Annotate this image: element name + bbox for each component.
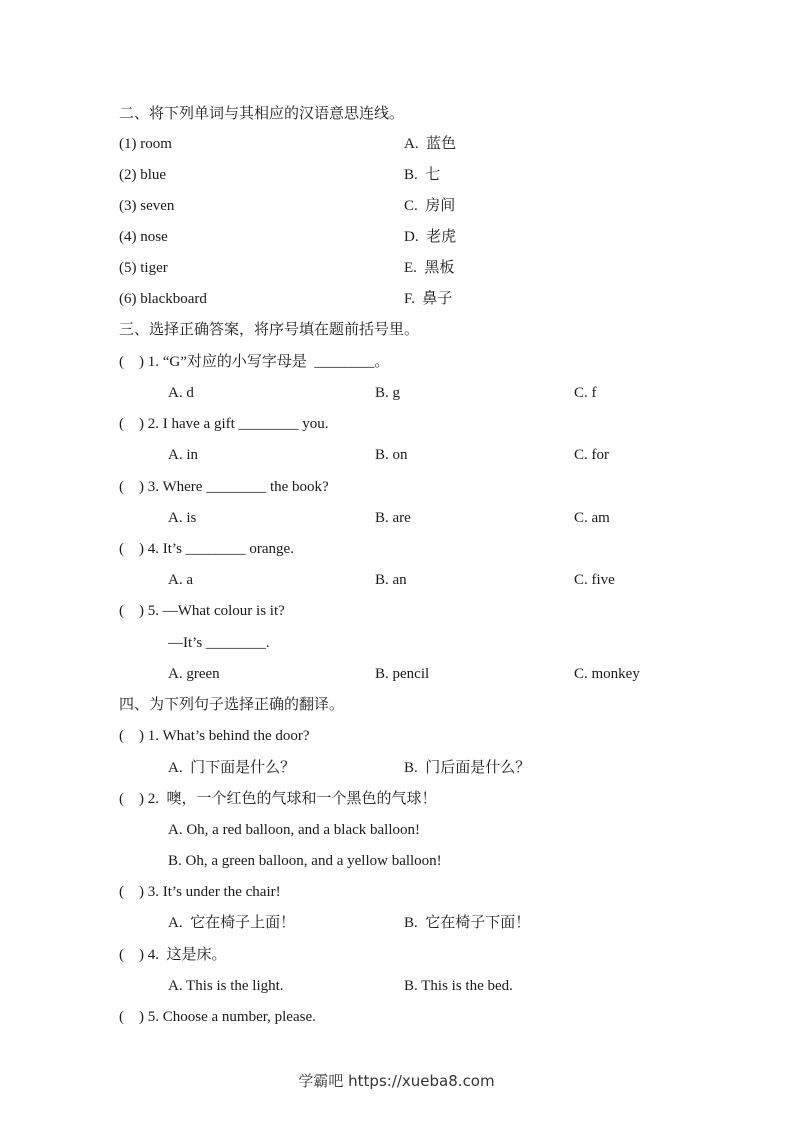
option-b: B. This is the bed.	[404, 978, 513, 994]
question-stem: ( ) 1. “G”对应的小写字母是 ________。	[119, 354, 390, 370]
option-b: B. an	[375, 572, 407, 588]
meaning-item: A. 蓝色	[404, 136, 457, 152]
option-a: A. in	[168, 447, 198, 463]
word-item: (5) tiger	[119, 260, 168, 276]
question-stem: ( ) 3. Where ________ the book?	[119, 479, 329, 495]
word-item: (2) blue	[119, 167, 167, 183]
question-stem-line2: —It’s ________.	[168, 635, 270, 651]
question-stem: ( ) 5. Choose a number, please.	[119, 1009, 316, 1025]
option-c: C. am	[574, 510, 610, 526]
section2-title: 二、将下列单词与其相应的汉语意思连线。	[119, 106, 405, 122]
footer-watermark: 学霸吧 https://xueba8.com	[298, 1072, 495, 1090]
word-item: (1) room	[119, 136, 172, 152]
option-b: B. pencil	[375, 666, 430, 682]
word-item: (4) nose	[119, 229, 168, 245]
meaning-item: B. 七	[404, 167, 441, 183]
section4-title: 四、为下列句子选择正确的翻译。	[119, 697, 345, 713]
option-b: B. on	[375, 447, 408, 463]
option-c: C. monkey	[574, 666, 640, 682]
option-a: A. green	[168, 666, 220, 682]
question-stem: ( ) 3. It’s under the chair!	[119, 884, 281, 900]
word-item: (3) seven	[119, 198, 175, 214]
option-c: C. f	[574, 385, 597, 401]
question-stem: ( ) 4. 这是床。	[119, 947, 227, 963]
option-b: B. Oh, a green balloon, and a yellow balloon!	[168, 853, 442, 869]
question-stem: ( ) 2. 噢，一个红色的气球和一个黑色的气球！	[119, 791, 437, 807]
option-b: B. are	[375, 510, 411, 526]
meaning-item: E. 黑板	[404, 260, 455, 276]
option-a: A. 门下面是什么？	[168, 760, 296, 776]
question-stem: ( ) 1. What’s behind the door?	[119, 728, 310, 744]
meaning-item: D. 老虎	[404, 229, 457, 245]
option-a: A. d	[168, 385, 194, 401]
section3-title: 三、选择正确答案，将序号填在题前括号里。	[119, 322, 420, 338]
option-a: A. 它在椅子上面！	[168, 915, 296, 931]
option-a: A. Oh, a red balloon, and a black balloon!	[168, 822, 421, 838]
option-a: A. This is the light.	[168, 978, 284, 994]
question-stem: ( ) 5. —What colour is it?	[119, 603, 285, 619]
option-a: A. is	[168, 510, 197, 526]
option-b: B. 门后面是什么？	[404, 760, 531, 776]
meaning-item: C. 房间	[404, 198, 456, 214]
question-stem: ( ) 2. I have a gift ________ you.	[119, 416, 329, 432]
option-c: C. five	[574, 572, 615, 588]
option-c: C. for	[574, 447, 609, 463]
option-b: B. g	[375, 385, 401, 401]
meaning-item: F. 鼻子	[404, 291, 453, 307]
option-b: B. 它在椅子下面！	[404, 915, 531, 931]
option-a: A. a	[168, 572, 193, 588]
word-item: (6) blackboard	[119, 291, 207, 307]
question-stem: ( ) 4. It’s ________ orange.	[119, 541, 294, 557]
